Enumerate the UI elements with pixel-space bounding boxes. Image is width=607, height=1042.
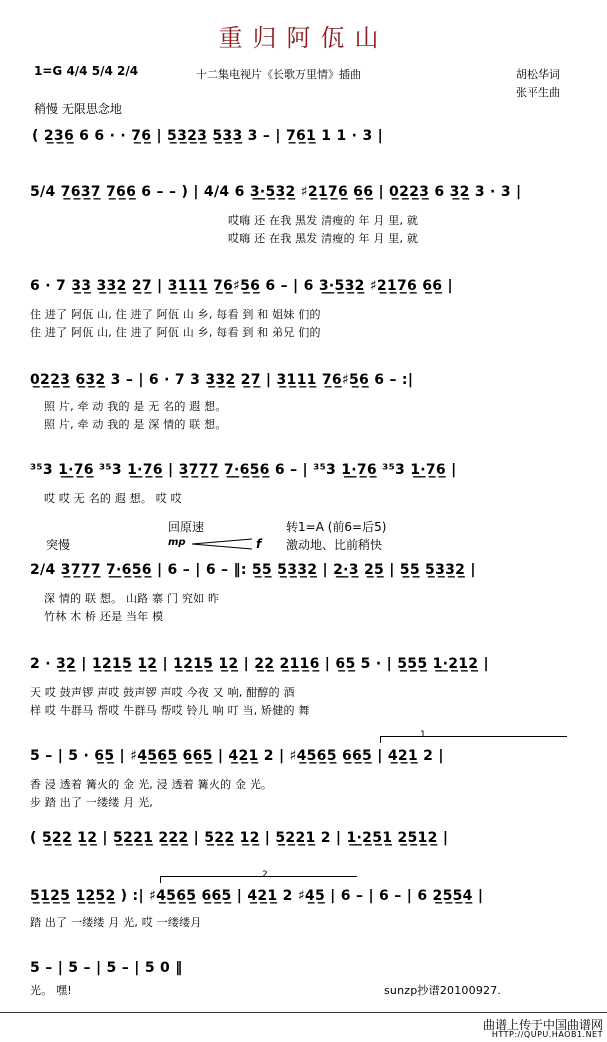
dynamic-f: f (256, 537, 262, 551)
score-row-2: 5/4 7̲6̲3̲7̲ 7̲6̲6̲ 6 – – ) | 4/4 6 3̲·̲5̲3̲2̲ ♯2̲1̲7̲6̲ 6̲6̲ | 0̲2̲2̲3̲ 6 3̲2̲ 3 · 3 | (30, 184, 522, 200)
transcriber-credit: sunzp抄谱20100927. (384, 984, 502, 997)
subtitle: 十二集电视片《长歌万里情》插曲 (196, 68, 361, 81)
footer-site: 曲谱上传于中国曲谱网 (482, 1018, 603, 1032)
key-signature (34, 64, 138, 78)
lyric-row-2-verse-1: 哎嗨 还 在我 黑发 清瘦的 年 月 里, 就 (228, 214, 419, 227)
score-row-5: ³⁵3 1̲·̲7̲6̲ ³⁵3 1̲·̲7̲6̲ | 3̲7̲7̲7̲ 7̲·̲6̲5̲6̲ 6 – | ³⁵3 1̲·̲7̲6̲ ³⁵3 1̲·̲7̲6̲ | (30, 462, 457, 478)
lyric-row-7-verse-2: 样 哎 牛群马 帮哎 牛群马 帮哎 铃儿 响 叮 当, 矫健的 舞 (30, 704, 310, 717)
time-signature-3: 2/4 (117, 64, 139, 78)
score-row-4: 0̲2̲2̲3̲ 6̲3̲2̲ 3 – | 6 · 7 3 3̲3̲2̲ 2̲7̲ | 3̲1̲1̲1̲ 7̲6̲♯5̲6̲ 6 – :| (30, 372, 414, 388)
annotation-a-tempo: 回原速 (168, 520, 205, 534)
annotation-modulation: 转1=A (前6=后5) (286, 520, 387, 534)
lyric-row-2-verse-2: 哎嗨 还 在我 黑发 清瘦的 年 月 里, 就 (228, 232, 419, 245)
score-row-3: 6 · 7 3̲3̲ 3̲3̲2̲ 2̲7̲ | 3̲1̲1̲1̲ 7̲6̲♯5̲6̲ 6 – | 6 3̲·̲5̲3̲2̲ ♯2̲1̲7̲6̲ 6̲6̲ | (30, 278, 453, 294)
score-row-10: 5̲1̲2̲5̲ 1̲2̲5̲2̲ ) :| ♯4̲5̲6̲5̲ 6̲6̲5̲ | 4̲2̲1̲ 2 ♯4̲5̲ | 6 – | 6 – | 6 2̲5̲5̲4̲ | (30, 888, 484, 904)
lyricist: 胡松华词 (516, 68, 560, 81)
score-row-1: ( 2̲3̲6̲ 6 6 · · 7̲6̲ | 5̲3̲2̲3̲ 5̲3̲3̲ 3 – | 7̲6̲1̲ 1 1 · 3 | (32, 128, 384, 144)
time-signature-2: 5/4 (91, 64, 113, 78)
lyric-row-6-verse-1: 深 情的 联 想。 山路 寨 门 究如 昨 (44, 592, 220, 605)
composer: 张平生曲 (516, 86, 560, 99)
lyric-row-3-verse-2: 住 进了 阿佤 山, 住 进了 阿佤 山 乡, 每看 到 和 弟兄 们的 (30, 326, 321, 339)
lyric-row-7-verse-1: 天 哎 鼓声锣 声哎 鼓声锣 声哎 今夜 又 响, 酣醇的 酒 (30, 686, 295, 699)
score-row-6: 2/4 3̲7̲7̲7̲ 7̲·̲6̲5̲6̲ | 6 – | 6 – ‖: 5̲5̲ 5̲3̲3̲2̲ | 2̲·̲3̲ 2̲5̲ | 5̲5̲ 5̲3̲3̲2̲ | (30, 562, 476, 578)
lyric-row-5: 哎 哎 无 名的 遐 想。 哎 哎 (44, 492, 182, 505)
lyric-row-8-verse-1: 香 浸 透着 篝火的 金 光, 浸 透着 篝火的 金 光。 (30, 778, 273, 791)
lyric-row-4-verse-1: 照 片, 牵 动 我的 是 无 名的 遐 想。 (44, 400, 227, 413)
song-title: 重归阿佤山 (218, 24, 389, 52)
volta-number-1: 1 (420, 730, 426, 740)
crescendo-hairpin (190, 536, 260, 555)
lyric-row-8-verse-2: 步 踏 出了 一缕缕 月 光, (30, 796, 153, 809)
annotation-sudden-slow: 突慢 (46, 538, 71, 552)
score-row-7: 2 · 3̲2̲ | 1̲2̲1̲5̲ 1̲2̲ | 1̲2̲1̲5̲ 1̲2̲ | 2̲2̲ 2̲1̲1̲6̲ | 6̲5̲ 5 · | 5̲5̲5̲ 1̲·̲2̲1̲2̲ | (30, 656, 489, 672)
volta-bracket-2 (160, 876, 357, 883)
key-text: 1=G (34, 64, 63, 78)
score-row-8: 5 – | 5 · 6̲5̲ | ♯4̲5̲6̲5̲ 6̲6̲5̲ | 4̲2̲1̲ 2 | ♯4̲5̲6̲5̲ 6̲6̲5̲ | 4̲2̲1̲ 2 | (30, 748, 444, 764)
volta-number-2: 2 (262, 870, 268, 880)
lyric-row-11: 光。 嘿! (30, 984, 72, 997)
lyric-row-10: 踏 出了 一缕缕 月 光, 哎 一缕缕月 (30, 916, 202, 929)
crescendo-icon (190, 537, 260, 551)
annotation-excited: 激动地、比前稍快 (286, 538, 383, 552)
footer-url: HTTP://QUPU.HAOB1.NET (491, 1030, 603, 1039)
time-signature-1: 4/4 (66, 64, 88, 78)
lyric-row-6-verse-2: 竹林 木 桥 还是 当年 模 (44, 610, 164, 623)
score-row-9: ( 5̲2̲2̲ 1̲2̲ | 5̲2̲2̲1̲ 2̲2̲2̲ | 5̲2̲2̲ 1̲2̲ | 5̲2̲2̲1̲ 2 | 1̲·̲2̲5̲1̲ 2̲5̲1̲2̲ | (30, 830, 449, 846)
footer-divider (0, 1012, 607, 1013)
score-row-11: 5 – | 5 – | 5 – | 5 0 ‖ (30, 960, 183, 976)
tempo-marking: 稍慢 无限思念地 (34, 102, 122, 116)
lyric-row-4-verse-2: 照 片, 牵 动 我的 是 深 情的 联 想。 (44, 418, 227, 431)
lyric-row-3-verse-1: 住 进了 阿佤 山, 住 进了 阿佤 山 乡, 每看 到 和 姐妹 们的 (30, 308, 321, 321)
volta-bracket-1 (380, 736, 567, 743)
dynamic-mp: mp (168, 537, 186, 548)
